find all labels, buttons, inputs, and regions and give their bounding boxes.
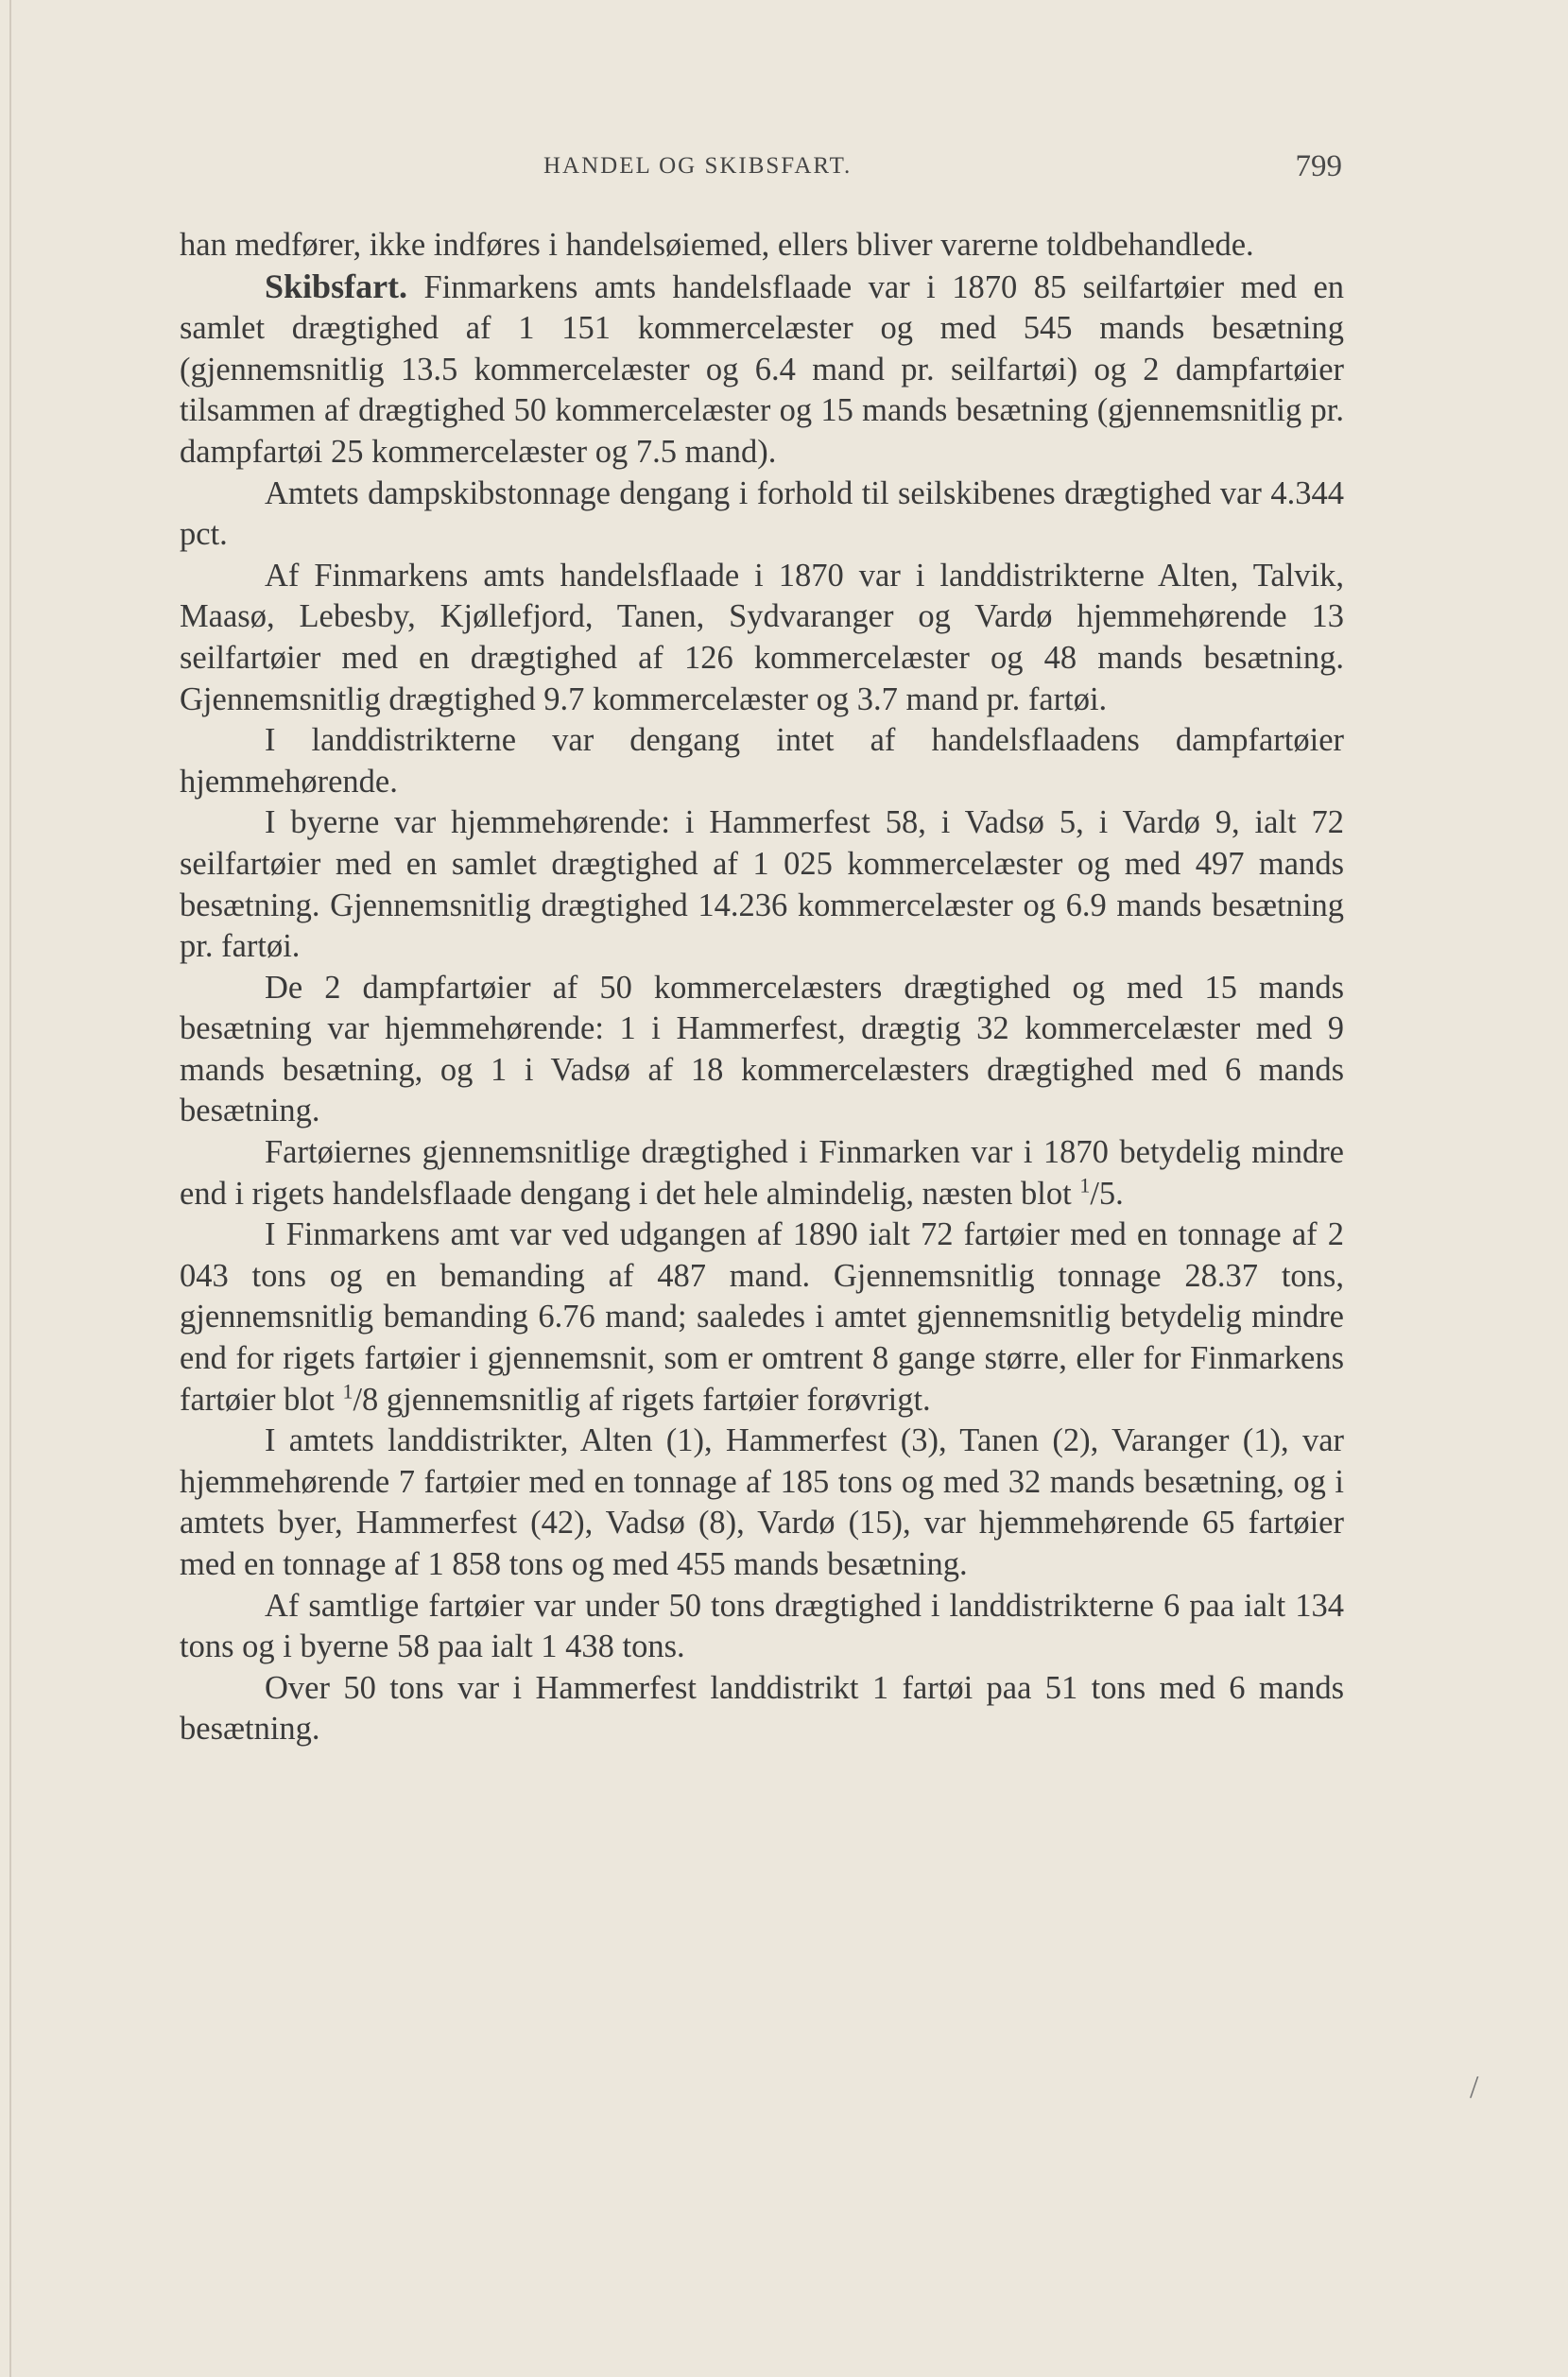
paragraph: Af Finmarkens amts handelsflaade i 1870 var i landdistrikterne Alten, Talvik, Maasø, Lebesby, Kjøllefjord, Tanen, Sydvaranger og Vardø hjemmehørende 13 seilfartøier med en drægtighed af 126 kommercelæster og 48 mands besætning. Gjennemsnitlig drægtighed 9.7 kommercelæster og 3.7 mand pr. fartøi. [180, 557, 1344, 717]
page-number: 799 [1295, 149, 1342, 183]
paragraph: han medfører, ikke indføres i handelsøiemed, ellers bliver varerne toldbehandlede. [180, 227, 1254, 263]
paragraph: Af samtlige fartøier var under 50 tons drægtighed i landdistrikterne 6 paa ialt 134 tons og i byerne 58 paa ialt 1 438 tons. [180, 1587, 1344, 1665]
paragraph: Amtets dampskibstonnage dengang i forhold til seilskibenes drægtighed var 4.344 pct. [180, 474, 1344, 553]
paragraph: I byerne var hjemmehørende: i Hammerfest 58, i Vadsø 5, i Vardø 9, ialt 72 seilfartøier med en samlet drægtighed af 1 025 kommercelæster og med 497 mands besætning. Gjennemsnitlig drægtighed 14.236 kommercelæster og 6.9 mands besætning pr. fartøi. [180, 804, 1344, 965]
body-text [180, 225, 1344, 1750]
paragraph: Fartøiernes gjennemsnitlige drægtighed i Finmarken var i 1870 betydelig mindre end i rigets handelsflaade dengang i det hele almindelig, næsten blot $^1$/5. [180, 1134, 1344, 1212]
fraction-numerator: 1 [1079, 1173, 1091, 1197]
paragraph: Skibsfart. Finmarkens amts handelsflaade var i 1870 85 seilfartøier med en samlet drægtighed af 1 151 kommercelæster og med 545 mands besætning (gjennemsnitlig 13.5 kommercelæster og 6.4 mand pr. seilfartøi) og 2 dampfartøier tilsammen af drægtighed 50 kommercelæster og 15 mands besætning (gjennemsnitlig pr. dampfartøi 25 kommercelæster og 7.5 mand). [180, 267, 1345, 470]
paragraph: De 2 dampfartøier af 50 kommercelæsters drægtighed og med 15 mands besætning var hjemmehørende: 1 i Hammerfest, drægtig 32 kommercelæster med 9 mands besætning, og 1 i Vadsø af 18 kommercelæsters drægtighed med 6 mands besætning. [180, 969, 1344, 1129]
paragraph: I Finmarkens amt var ved udgangen af 1890 ialt 72 fartøier med en tonnage af 2 043 tons og en bemanding af 487 mand. Gjennemsnitlig tonnage 28.37 tons, gjennemsnitlig bemanding 6.76 mand; saaledes i amtet gjennemsnitlig betydelig mindre end for rigets fartøier i gjennemsnit, som er omtrent 8 gange større, eller for Finmarkens fartøier blot $^1$/8 gjennemsnitlig af rigets fartøier forøvrigt. [180, 1216, 1344, 1418]
page-edge [9, 0, 11, 2377]
margin-mark: / [1470, 2070, 1479, 2105]
section-title: Skibsfart. [265, 267, 408, 305]
page-header [180, 149, 1342, 191]
paragraph: I amtets landdistrikter, Alten (1), Hammerfest (3), Tanen (2), Varanger (1), var hjemmehørende 7 fartøier med en tonnage af 185 tons og med 32 mands besætning, og i amtets byer, Hammerfest (42), Vadsø (8), Vardø (15), var hjemmehørende 65 fartøier med en tonnage af 1 858 tons og med 455 mands besætning. [180, 1422, 1344, 1582]
fraction-numerator: 1 [342, 1379, 353, 1404]
running-head: HANDEL OG SKIBSFART. [543, 153, 853, 179]
paragraph: I landdistrikterne var dengang intet af handelsflaadens dampfartøier hjemmehørende. [180, 722, 1344, 800]
paragraph: Over 50 tons var i Hammerfest landdistrikt 1 fartøi paa 51 tons med 6 mands besætning. [180, 1669, 1344, 1748]
